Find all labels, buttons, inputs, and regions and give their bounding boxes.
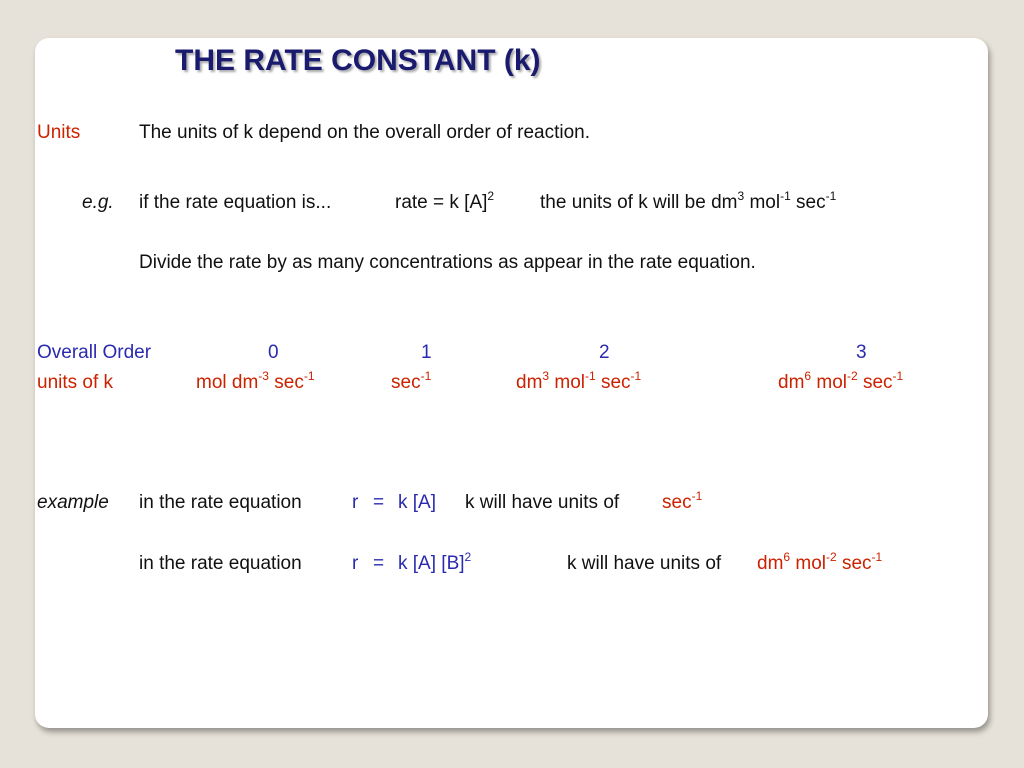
unit-exponent: -1: [630, 368, 642, 383]
unit-text: sec: [391, 372, 421, 393]
example2-rhs: k [A] $[B]^2$: [398, 549, 472, 574]
order-1: 1: [421, 342, 432, 363]
example2-unit: $dm^6$ mol$^{-2}$ $\sec^{-1}$: [757, 549, 883, 574]
unit-text: mol: [811, 372, 847, 393]
eg-label: e.g.: [82, 192, 114, 213]
unit-exponent: 3: [542, 368, 550, 383]
unit-exponent: -1: [585, 368, 596, 383]
example2-result-label: k will have units of: [567, 553, 722, 574]
units-label: Units: [37, 122, 81, 143]
example2-r: r: [352, 553, 359, 574]
slide: [35, 38, 988, 728]
example1-equals: =: [373, 492, 385, 513]
units-of-k-label: units of k: [37, 372, 114, 393]
example-label: example: [37, 492, 109, 513]
eg-result: the units of k will be $dm^3$ mol$^{-1}$ $\sec^{-1}$: [540, 188, 837, 213]
example1-unit: $\sec^{-1}$: [662, 488, 703, 513]
example2-prefix: in the rate equation: [139, 553, 302, 574]
instruction-text: Divide the rate by as many concentrations as appear in the rate equation.: [139, 252, 756, 273]
units-order-1: [391, 368, 432, 394]
unit-exponent: -1: [420, 368, 432, 383]
eg-condition: if the rate equation is...: [139, 192, 332, 213]
unit-exponent: -3: [258, 368, 269, 383]
example2-equals: =: [373, 553, 385, 574]
unit-text: mol dm: [196, 372, 259, 393]
units-statement: The units of k depend on the overall order of reaction.: [139, 122, 590, 143]
unit-text: mol: [549, 372, 585, 393]
unit-exponent: -1: [303, 368, 315, 383]
unit-exponent: -2: [847, 368, 858, 383]
order-label: Overall Order: [37, 342, 152, 363]
eg-equation: rate = k $[A]^2$: [395, 188, 495, 213]
example1-rhs: k [A]: [398, 492, 437, 513]
units-order-3: [778, 368, 904, 394]
unit-text: sec: [268, 372, 304, 393]
units-order-0: [196, 368, 315, 394]
unit-exponent: -1: [892, 368, 904, 383]
order-3: 3: [856, 342, 867, 363]
example1-prefix: in the rate equation: [139, 492, 302, 513]
units-order-2: [516, 368, 642, 394]
page-title: THE RATE CONSTANT (k): [175, 44, 541, 77]
unit-text: sec: [595, 372, 631, 393]
example1-r: r: [352, 492, 359, 513]
unit-text: dm: [516, 372, 543, 393]
unit-exponent: 6: [804, 368, 812, 383]
example1-result-label: k will have units of: [465, 492, 620, 513]
unit-text: sec: [857, 372, 893, 393]
unit-text: dm: [778, 372, 805, 393]
order-2: 2: [599, 342, 610, 363]
order-0: 0: [268, 342, 279, 363]
